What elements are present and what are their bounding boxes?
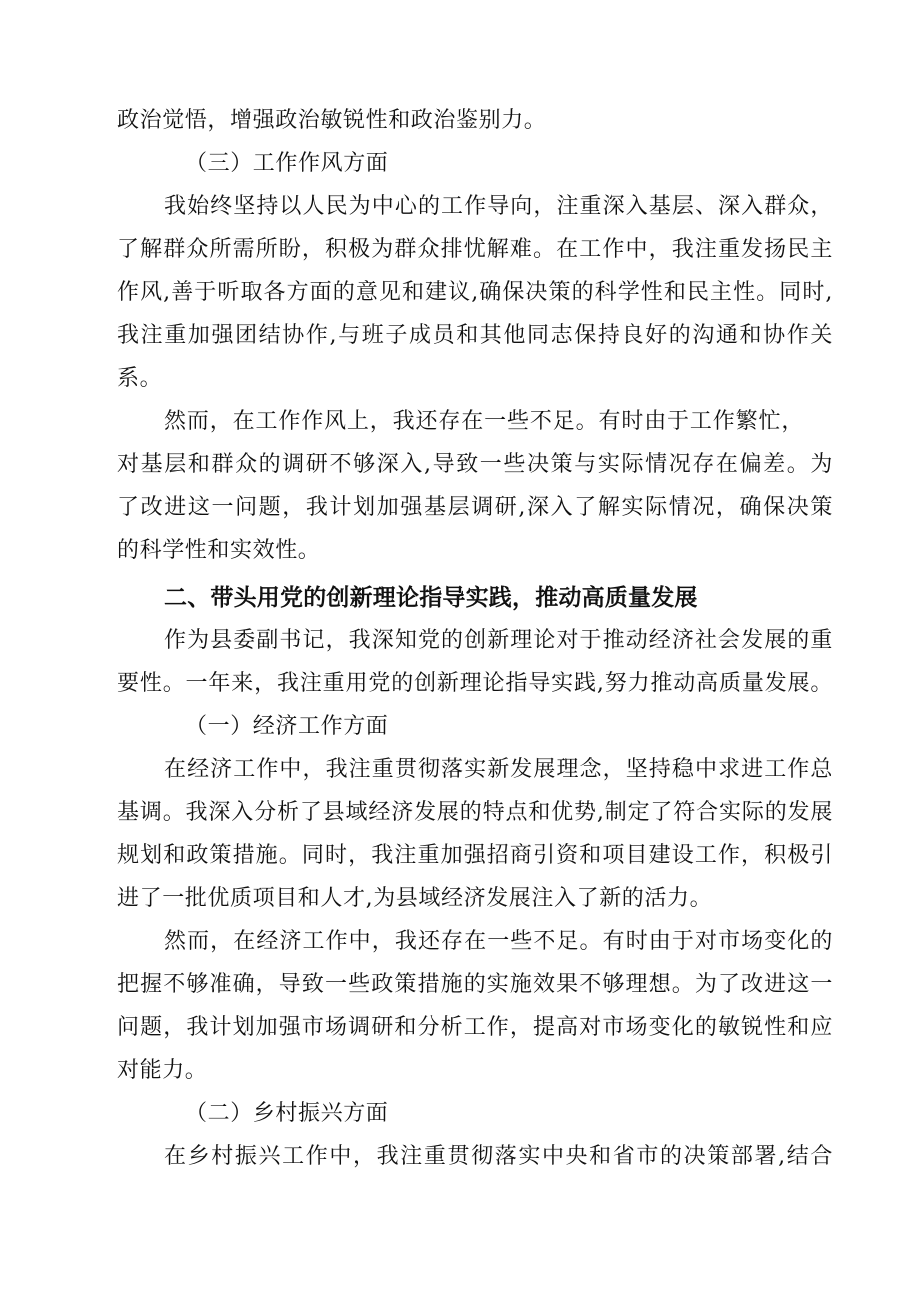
- text-line: 对基层和群众的调研不够深入,导致一些决策与实际情况存在偏差。为: [117, 452, 833, 477]
- text-line: 要性。一年来，我注重用党的创新理论指导实践,努力推动高质量发展。: [117, 671, 833, 696]
- text-line: 了解群众所需所盼，积极为群众排忧解难。在工作中，我注重发扬民主: [117, 237, 833, 262]
- text-line: 对能力。: [117, 1058, 208, 1083]
- text-line: 然而，在经济工作中，我还存在一些不足。有时由于对市场变化的: [164, 929, 833, 954]
- text-line: 规划和政策措施。同时，我注重加强招商引资和项目建设工作，积极引: [117, 843, 833, 868]
- text-line: 进了一批优质项目和人才,为县域经济发展注入了新的活力。: [117, 886, 713, 911]
- section-heading: （二）乡村振兴方面: [185, 1101, 389, 1126]
- text-line: 的科学性和实效性。: [117, 538, 321, 563]
- text-line: 问题，我计划加强市场调研和分析工作，提高对市场变化的敏锐性和应: [117, 1015, 833, 1040]
- text-line: 作为县委副书记，我深知党的创新理论对于推动经济社会发展的重: [164, 628, 833, 653]
- text-line: 在乡村振兴工作中，我注重贯彻落实中央和省市的决策部署,结合: [164, 1144, 833, 1169]
- text-line: 基调。我深入分析了县域经济发展的特点和优势,制定了符合实际的发展: [117, 800, 833, 825]
- text-line: 我始终坚持以人民为中心的工作导向，注重深入基层、深入群众，: [164, 194, 833, 219]
- text-line: 然而，在工作作风上，我还存在一些不足。有时由于工作繁忙，: [164, 409, 804, 434]
- text-line: 把握不够准确，导致一些政策措施的实施效果不够理想。为了改进这一: [117, 972, 833, 997]
- text-line: 政治觉悟，增强政治敏锐性和政治鉴别力。: [117, 108, 547, 133]
- text-line: 在经济工作中，我注重贯彻落实新发展理念，坚持稳中求进工作总: [164, 757, 833, 782]
- section-heading: （三）工作作风方面: [185, 151, 389, 176]
- text-line: 系。: [117, 366, 163, 391]
- chapter-heading: 二、带头用党的创新理论指导实践，推动高质量发展: [164, 585, 698, 611]
- text-line: 作风,善于听取各方面的意见和建议,确保决策的科学性和民主性。同时,: [117, 280, 833, 305]
- section-heading: （一）经济工作方面: [185, 714, 389, 739]
- text-line: 了改进这一问题，我计划加强基层调研,深入了解实际情况，确保决策: [117, 495, 833, 520]
- text-line: 我注重加强团结协作,与班子成员和其他同志保持良好的沟通和协作关: [117, 323, 833, 348]
